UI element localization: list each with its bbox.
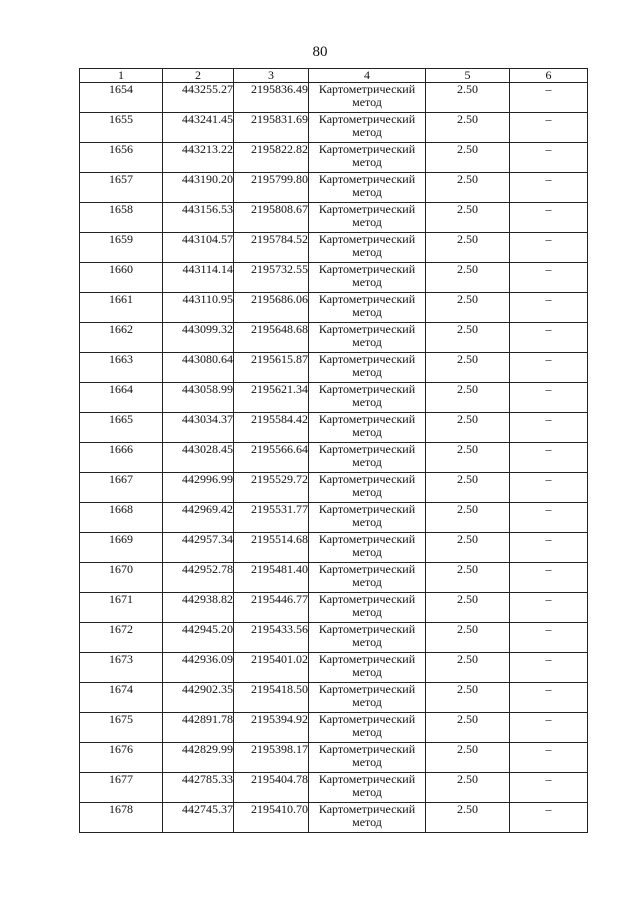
table-row: [80, 443, 588, 473]
method-line-2: метод: [352, 485, 382, 499]
y-coordinate-cell: 2195566.64: [234, 443, 309, 473]
method-cell: [309, 683, 426, 713]
accuracy-cell: 2.50: [426, 263, 510, 293]
x-coordinate-cell: 442829.99: [163, 743, 234, 773]
y-coordinate-cell: 2195531.77: [234, 503, 309, 533]
method-line-1: Картометрический: [318, 562, 416, 576]
point-number-cell: 1660: [80, 263, 163, 293]
accuracy-cell: 2.50: [426, 683, 510, 713]
method-line-1: Картометрический: [318, 382, 416, 396]
table-row: [80, 473, 588, 503]
point-number-cell: 1671: [80, 593, 163, 623]
method-line-1: Картометрический: [318, 352, 416, 366]
method-line-2: метод: [352, 545, 382, 559]
x-coordinate-cell: 443213.22: [163, 143, 234, 173]
x-coordinate-cell: 443104.57: [163, 233, 234, 263]
method-line-1: Картометрический: [318, 652, 416, 666]
method-cell: [309, 713, 426, 743]
page-number: 80: [312, 44, 328, 60]
method-cell: [309, 143, 426, 173]
accuracy-cell: 2.50: [426, 653, 510, 683]
x-coordinate-cell: 442952.78: [163, 563, 234, 593]
method-cell: [309, 803, 426, 833]
table-row: [80, 143, 588, 173]
x-coordinate-cell: 442785.33: [163, 773, 234, 803]
table-row: [80, 683, 588, 713]
note-cell: –: [510, 623, 588, 653]
table-row: [80, 623, 588, 653]
note-cell: –: [510, 713, 588, 743]
y-coordinate-cell: 2195398.17: [234, 743, 309, 773]
note-cell: –: [510, 443, 588, 473]
method-cell: [309, 623, 426, 653]
method-cell: [309, 383, 426, 413]
accuracy-cell: 2.50: [426, 233, 510, 263]
note-cell: –: [510, 803, 588, 833]
point-number-cell: 1667: [80, 473, 163, 503]
x-coordinate-cell: 443080.64: [163, 353, 234, 383]
point-number-cell: 1655: [80, 113, 163, 143]
method-cell: [309, 443, 426, 473]
method-line-1: Картометрический: [318, 472, 416, 486]
method-line-1: Картометрический: [318, 232, 416, 246]
x-coordinate-cell: 442957.34: [163, 533, 234, 563]
table-row: [80, 773, 588, 803]
column-header-5: 5: [426, 69, 510, 83]
y-coordinate-cell: 2195418.50: [234, 683, 309, 713]
method-line-2: метод: [352, 275, 382, 289]
y-coordinate-cell: 2195615.87: [234, 353, 309, 383]
method-line-1: Картометрический: [318, 292, 416, 306]
x-coordinate-cell: 443156.53: [163, 203, 234, 233]
accuracy-cell: 2.50: [426, 773, 510, 803]
note-cell: –: [510, 353, 588, 383]
note-cell: –: [510, 743, 588, 773]
method-line-2: метод: [352, 755, 382, 769]
method-cell: [309, 593, 426, 623]
method-cell: [309, 413, 426, 443]
note-cell: –: [510, 143, 588, 173]
y-coordinate-cell: 2195648.68: [234, 323, 309, 353]
table-row: [80, 593, 588, 623]
note-cell: –: [510, 503, 588, 533]
y-coordinate-cell: 2195514.68: [234, 533, 309, 563]
point-number-cell: 1678: [80, 803, 163, 833]
method-line-2: метод: [352, 635, 382, 649]
table-row: [80, 413, 588, 443]
column-header-6: 6: [510, 69, 588, 83]
accuracy-cell: 2.50: [426, 593, 510, 623]
method-line-1: Картометрический: [318, 532, 416, 546]
point-number-cell: 1657: [80, 173, 163, 203]
method-cell: [309, 743, 426, 773]
point-number-cell: 1669: [80, 533, 163, 563]
table-row: [80, 803, 588, 833]
x-coordinate-cell: 442745.37: [163, 803, 234, 833]
table-header-row: [80, 69, 588, 83]
column-header-1: 1: [80, 69, 163, 83]
method-line-1: Картометрический: [318, 682, 416, 696]
note-cell: –: [510, 683, 588, 713]
accuracy-cell: 2.50: [426, 803, 510, 833]
point-number-cell: 1676: [80, 743, 163, 773]
method-line-1: Картометрический: [318, 502, 416, 516]
table-row: [80, 533, 588, 563]
note-cell: –: [510, 593, 588, 623]
x-coordinate-cell: 443241.45: [163, 113, 234, 143]
y-coordinate-cell: 2195732.55: [234, 263, 309, 293]
table-row: [80, 323, 588, 353]
method-line-1: Картометрический: [318, 112, 416, 126]
note-cell: –: [510, 473, 588, 503]
method-line-1: Картометрический: [318, 802, 416, 816]
x-coordinate-cell: 442902.35: [163, 683, 234, 713]
accuracy-cell: 2.50: [426, 743, 510, 773]
note-cell: –: [510, 323, 588, 353]
method-cell: [309, 653, 426, 683]
accuracy-cell: 2.50: [426, 143, 510, 173]
table-row: [80, 233, 588, 263]
accuracy-cell: 2.50: [426, 713, 510, 743]
accuracy-cell: 2.50: [426, 473, 510, 503]
method-line-2: метод: [352, 785, 382, 799]
method-line-2: метод: [352, 815, 382, 829]
method-line-2: метод: [352, 245, 382, 259]
method-cell: [309, 203, 426, 233]
method-cell: [309, 173, 426, 203]
note-cell: –: [510, 383, 588, 413]
method-line-1: Картометрический: [318, 772, 416, 786]
x-coordinate-cell: 442936.09: [163, 653, 234, 683]
point-number-cell: 1658: [80, 203, 163, 233]
point-number-cell: 1666: [80, 443, 163, 473]
accuracy-cell: 2.50: [426, 353, 510, 383]
table-row: [80, 173, 588, 203]
method-cell: [309, 473, 426, 503]
y-coordinate-cell: 2195394.92: [234, 713, 309, 743]
x-coordinate-cell: 443099.32: [163, 323, 234, 353]
method-cell: [309, 83, 426, 113]
note-cell: –: [510, 293, 588, 323]
method-cell: [309, 773, 426, 803]
table-row: [80, 743, 588, 773]
note-cell: –: [510, 533, 588, 563]
method-line-1: Картометрический: [318, 442, 416, 456]
table-row: [80, 383, 588, 413]
method-cell: [309, 263, 426, 293]
method-line-2: метод: [352, 395, 382, 409]
coordinates-table: [79, 68, 588, 833]
point-number-cell: 1662: [80, 323, 163, 353]
method-line-2: метод: [352, 575, 382, 589]
accuracy-cell: 2.50: [426, 83, 510, 113]
method-line-1: Картометрический: [318, 172, 416, 186]
y-coordinate-cell: 2195404.78: [234, 773, 309, 803]
method-line-2: метод: [352, 605, 382, 619]
method-line-2: метод: [352, 95, 382, 109]
method-line-1: Картометрический: [318, 322, 416, 336]
point-number-cell: 1668: [80, 503, 163, 533]
method-cell: [309, 503, 426, 533]
note-cell: –: [510, 83, 588, 113]
note-cell: –: [510, 173, 588, 203]
x-coordinate-cell: 443114.14: [163, 263, 234, 293]
column-header-2: 2: [163, 69, 234, 83]
x-coordinate-cell: 443028.45: [163, 443, 234, 473]
accuracy-cell: 2.50: [426, 323, 510, 353]
method-line-1: Картометрический: [318, 82, 416, 96]
method-line-2: метод: [352, 305, 382, 319]
method-line-1: Картометрический: [318, 742, 416, 756]
accuracy-cell: 2.50: [426, 173, 510, 203]
point-number-cell: 1664: [80, 383, 163, 413]
table-row: [80, 293, 588, 323]
x-coordinate-cell: 442996.99: [163, 473, 234, 503]
y-coordinate-cell: 2195529.72: [234, 473, 309, 503]
accuracy-cell: 2.50: [426, 623, 510, 653]
method-line-2: метод: [352, 365, 382, 379]
note-cell: –: [510, 113, 588, 143]
x-coordinate-cell: 442969.42: [163, 503, 234, 533]
y-coordinate-cell: 2195621.34: [234, 383, 309, 413]
method-line-2: метод: [352, 155, 382, 169]
method-cell: [309, 233, 426, 263]
point-number-cell: 1670: [80, 563, 163, 593]
point-number-cell: 1665: [80, 413, 163, 443]
accuracy-cell: 2.50: [426, 113, 510, 143]
y-coordinate-cell: 2195481.40: [234, 563, 309, 593]
accuracy-cell: 2.50: [426, 293, 510, 323]
accuracy-cell: 2.50: [426, 563, 510, 593]
accuracy-cell: 2.50: [426, 413, 510, 443]
method-line-1: Картометрический: [318, 622, 416, 636]
method-line-1: Картометрический: [318, 142, 416, 156]
method-line-2: метод: [352, 455, 382, 469]
y-coordinate-cell: 2195401.02: [234, 653, 309, 683]
method-line-2: метод: [352, 215, 382, 229]
x-coordinate-cell: 442938.82: [163, 593, 234, 623]
note-cell: –: [510, 203, 588, 233]
y-coordinate-cell: 2195686.06: [234, 293, 309, 323]
note-cell: –: [510, 653, 588, 683]
point-number-cell: 1672: [80, 623, 163, 653]
method-line-2: метод: [352, 665, 382, 679]
y-coordinate-cell: 2195410.70: [234, 803, 309, 833]
method-line-2: метод: [352, 335, 382, 349]
point-number-cell: 1677: [80, 773, 163, 803]
note-cell: –: [510, 263, 588, 293]
column-header-4: 4: [309, 69, 426, 83]
table-row: [80, 503, 588, 533]
table-row: [80, 353, 588, 383]
method-cell: [309, 353, 426, 383]
y-coordinate-cell: 2195831.69: [234, 113, 309, 143]
method-cell: [309, 533, 426, 563]
point-number-cell: 1656: [80, 143, 163, 173]
accuracy-cell: 2.50: [426, 383, 510, 413]
method-line-1: Картометрический: [318, 592, 416, 606]
y-coordinate-cell: 2195446.77: [234, 593, 309, 623]
y-coordinate-cell: 2195799.80: [234, 173, 309, 203]
note-cell: –: [510, 413, 588, 443]
y-coordinate-cell: 2195808.67: [234, 203, 309, 233]
method-line-1: Картометрический: [318, 202, 416, 216]
table-row: [80, 83, 588, 113]
note-cell: –: [510, 773, 588, 803]
y-coordinate-cell: 2195584.42: [234, 413, 309, 443]
table-row: [80, 653, 588, 683]
method-cell: [309, 563, 426, 593]
method-cell: [309, 113, 426, 143]
point-number-cell: 1659: [80, 233, 163, 263]
accuracy-cell: 2.50: [426, 503, 510, 533]
point-number-cell: 1661: [80, 293, 163, 323]
point-number-cell: 1654: [80, 83, 163, 113]
x-coordinate-cell: 443255.27: [163, 83, 234, 113]
method-line-1: Картометрический: [318, 712, 416, 726]
method-cell: [309, 323, 426, 353]
method-line-2: метод: [352, 425, 382, 439]
accuracy-cell: 2.50: [426, 203, 510, 233]
point-number-cell: 1675: [80, 713, 163, 743]
note-cell: –: [510, 233, 588, 263]
table-row: [80, 563, 588, 593]
method-line-2: метод: [352, 515, 382, 529]
method-line-2: метод: [352, 185, 382, 199]
x-coordinate-cell: 442891.78: [163, 713, 234, 743]
column-header-3: 3: [234, 69, 309, 83]
method-line-1: Картометрический: [318, 262, 416, 276]
table-row: [80, 263, 588, 293]
x-coordinate-cell: 443058.99: [163, 383, 234, 413]
method-cell: [309, 293, 426, 323]
x-coordinate-cell: 442945.20: [163, 623, 234, 653]
method-line-1: Картометрический: [318, 412, 416, 426]
y-coordinate-cell: 2195433.56: [234, 623, 309, 653]
table-row: [80, 203, 588, 233]
method-line-2: метод: [352, 725, 382, 739]
table-row: [80, 713, 588, 743]
accuracy-cell: 2.50: [426, 533, 510, 563]
x-coordinate-cell: 443190.20: [163, 173, 234, 203]
y-coordinate-cell: 2195836.49: [234, 83, 309, 113]
y-coordinate-cell: 2195822.82: [234, 143, 309, 173]
method-line-2: метод: [352, 695, 382, 709]
y-coordinate-cell: 2195784.52: [234, 233, 309, 263]
table-row: [80, 113, 588, 143]
method-line-2: метод: [352, 125, 382, 139]
point-number-cell: 1674: [80, 683, 163, 713]
x-coordinate-cell: 443034.37: [163, 413, 234, 443]
point-number-cell: 1663: [80, 353, 163, 383]
point-number-cell: 1673: [80, 653, 163, 683]
accuracy-cell: 2.50: [426, 443, 510, 473]
x-coordinate-cell: 443110.95: [163, 293, 234, 323]
note-cell: –: [510, 563, 588, 593]
